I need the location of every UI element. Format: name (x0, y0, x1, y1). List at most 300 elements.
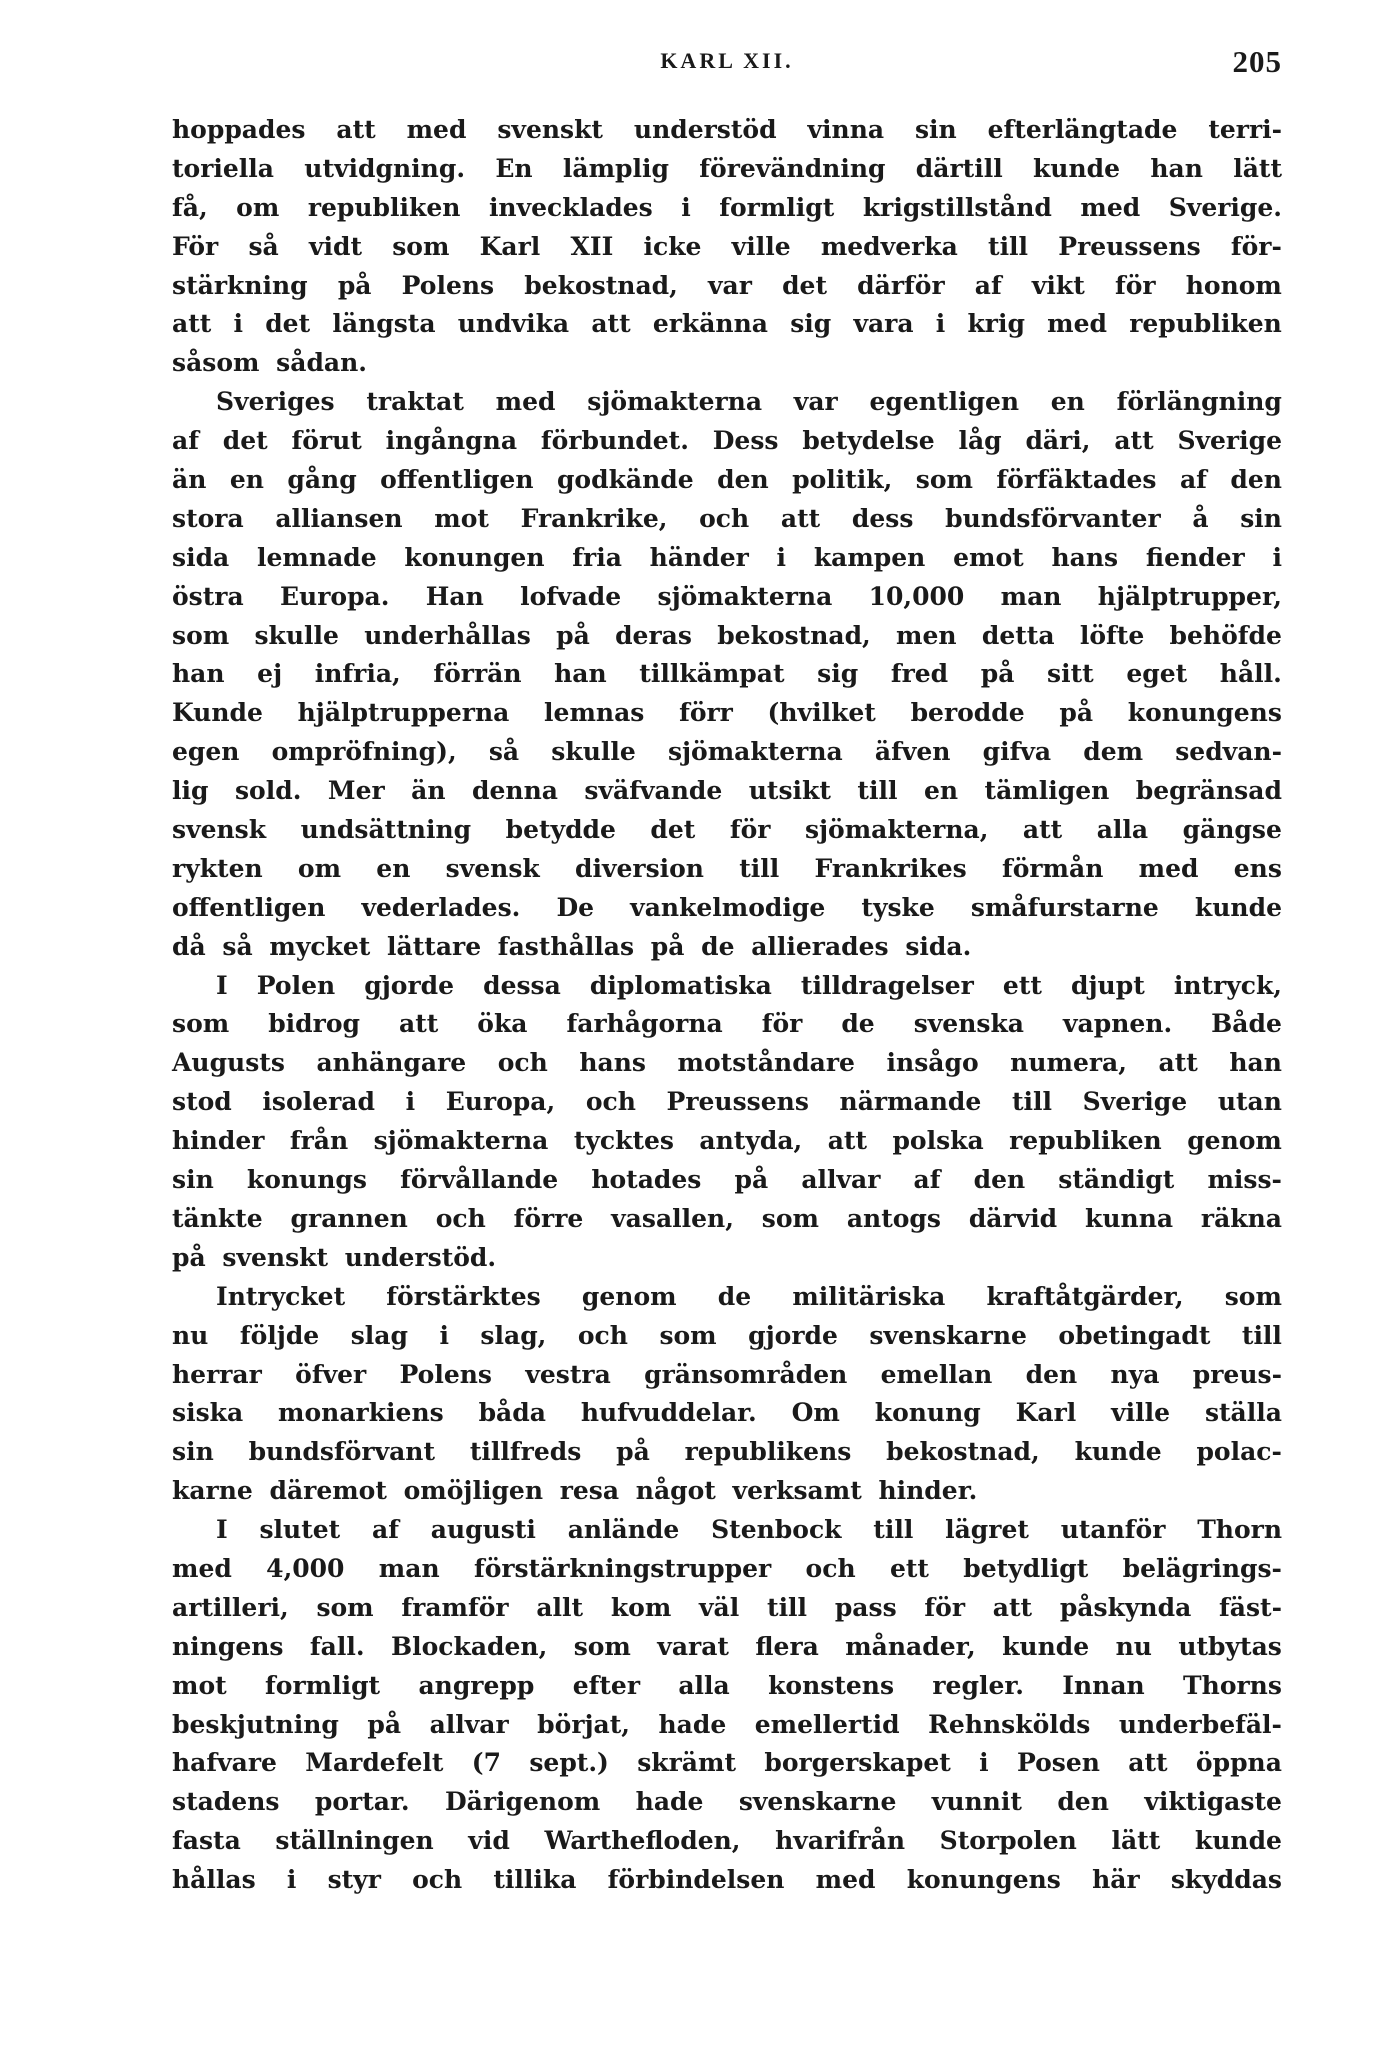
word: terri- (1208, 115, 1282, 144)
text-line (172, 811, 1282, 850)
word: insågo (886, 1048, 979, 1078)
word: emellertid (754, 1709, 900, 1739)
word: därtill (915, 153, 1003, 183)
word: antyda, (699, 1126, 803, 1156)
word: utbytas (1178, 1631, 1282, 1661)
word: sin (172, 1165, 214, 1195)
word: 4,000 (266, 1553, 345, 1583)
word: lämplig (562, 153, 669, 183)
word: grannen (290, 1203, 408, 1233)
word: sin (1240, 503, 1282, 533)
word: hafvare (172, 1748, 277, 1778)
word: kunde (1194, 1826, 1282, 1856)
text-line (172, 889, 1282, 928)
word: Sverige (1082, 1087, 1188, 1117)
word: ville (1111, 1398, 1171, 1428)
word: så (248, 231, 279, 261)
word: han (554, 659, 607, 689)
text-line (172, 850, 1282, 889)
text-line (172, 694, 1282, 733)
word: öfver (295, 1359, 367, 1389)
word: behöfde (1169, 620, 1282, 650)
word: Om (791, 1398, 840, 1428)
word: af (974, 270, 1002, 300)
word: det (782, 270, 828, 300)
word: hoppades (172, 115, 306, 144)
word: Sveriges (216, 387, 335, 417)
word: bekostnad, (524, 270, 678, 300)
word: Karl (479, 231, 541, 261)
word: fiender (1145, 542, 1245, 572)
word: förlängning (1116, 387, 1282, 417)
word: väl (699, 1592, 740, 1622)
word: Sverige. (1168, 192, 1282, 222)
word: man (1000, 581, 1062, 611)
word: Preussens (1058, 231, 1201, 261)
word: detta (981, 620, 1055, 650)
word: för (924, 1592, 966, 1622)
word: Kunde (172, 698, 263, 728)
word: republiken (1009, 1126, 1162, 1156)
word: formligt (265, 1670, 381, 1700)
text-line (172, 422, 1282, 461)
word: som (573, 1631, 631, 1661)
word: gängse (1182, 815, 1282, 845)
word: hvarifrån (775, 1826, 905, 1856)
word: deras (615, 620, 692, 650)
word: med (495, 387, 556, 417)
word: kunde (1194, 892, 1282, 922)
text-line (172, 1628, 1282, 1667)
word: stadens (172, 1787, 280, 1817)
word: med (172, 1553, 232, 1583)
word: mot (434, 503, 489, 533)
word: på (337, 270, 372, 300)
word: betydligt (963, 1553, 1089, 1583)
word: närmande (839, 1087, 982, 1117)
word: håll. (1219, 659, 1282, 689)
word: augusti (430, 1515, 536, 1545)
word: till (767, 1592, 808, 1622)
word: och (497, 1048, 548, 1078)
word: konungens (1127, 698, 1282, 728)
word: sida (172, 542, 230, 572)
word: De (556, 892, 595, 922)
word: portar. (314, 1787, 410, 1817)
word: gång (287, 465, 357, 495)
word: svenskarne (869, 1320, 1027, 1350)
word: hjälptrupper, (1097, 581, 1282, 611)
word: kom (610, 1592, 672, 1622)
word: att (1114, 426, 1154, 456)
word: förmån (1001, 853, 1104, 883)
word: republikens (684, 1437, 852, 1467)
word: med (406, 115, 467, 144)
text-line (172, 461, 1282, 500)
word: Storpolen (939, 1826, 1077, 1856)
word: ständigt (1058, 1165, 1175, 1195)
word: börjat, (537, 1709, 630, 1739)
word: man (378, 1553, 440, 1583)
word: om (236, 192, 280, 222)
word: offentligen (380, 465, 534, 495)
word: och (577, 1320, 628, 1350)
word: han (1150, 153, 1203, 183)
word: här (1092, 1865, 1140, 1895)
word: svenskt (497, 115, 603, 144)
word: och (805, 1553, 856, 1583)
word: angrepp (418, 1670, 535, 1700)
word: i (776, 542, 787, 572)
word: förstärktes (386, 1281, 541, 1311)
word: allvar (801, 1165, 881, 1195)
word: sedvan- (1175, 737, 1282, 767)
word: berodde (910, 698, 1025, 728)
word: antogs (846, 1203, 941, 1233)
word: hade (658, 1709, 727, 1739)
word: förre (513, 1203, 584, 1233)
word: undvika (457, 309, 570, 339)
word: Polens (401, 270, 495, 300)
word: af (372, 1515, 399, 1545)
word: till (857, 776, 898, 806)
word: svensk (172, 815, 267, 845)
word: underhållas (364, 620, 531, 650)
word: hufvuddelar. (580, 1398, 757, 1428)
text-line (172, 1005, 1282, 1044)
word: allt (536, 1592, 584, 1622)
word: fred (890, 659, 949, 689)
text-line (172, 305, 1282, 344)
word: i (979, 1748, 989, 1778)
word: skyddas (1170, 1865, 1282, 1895)
word: miss- (1207, 1165, 1282, 1195)
word: gränsområden (644, 1359, 848, 1389)
text-line (172, 189, 1282, 228)
word: att (1158, 1048, 1198, 1078)
word: vidt (308, 231, 363, 261)
text-line (172, 1511, 1282, 1550)
text-line: då så mycket lättare fasthållas på de allierades sida. (172, 931, 972, 961)
word: stora (172, 503, 244, 533)
word: lägret (945, 1515, 1029, 1545)
word: infria, (314, 659, 401, 689)
word: lemnas (544, 698, 645, 728)
word: I (216, 970, 228, 1000)
word: på (734, 1165, 769, 1195)
word: beskjutning (172, 1709, 339, 1739)
word: förrän (433, 659, 522, 689)
word: herrar (172, 1359, 262, 1389)
word: offentligen (172, 892, 326, 922)
word: stärkning (172, 270, 308, 300)
word: med (1047, 309, 1107, 339)
word: ens (1233, 853, 1282, 883)
word: i (681, 192, 691, 222)
word: understöd (633, 115, 777, 144)
word: till (1241, 1320, 1282, 1350)
word: händer (649, 542, 749, 572)
word: på (556, 620, 590, 650)
text-line (172, 1822, 1282, 1861)
word: egentligen (869, 387, 1020, 417)
page-number: 205 (1232, 44, 1282, 79)
word: konungen (404, 542, 545, 572)
text-line (172, 1433, 1282, 1472)
word: sold. (234, 776, 302, 806)
word: medverka (820, 231, 958, 261)
text-line (172, 1706, 1282, 1745)
word: med (1080, 192, 1141, 222)
word: För (172, 231, 219, 261)
word: underbefäl- (1118, 1709, 1282, 1739)
word: alla (678, 1670, 730, 1700)
word: att (336, 115, 376, 144)
text-line (172, 150, 1282, 189)
word: att (780, 503, 821, 533)
word: så (488, 737, 520, 767)
word: slag, (480, 1320, 547, 1350)
word: godkände (556, 465, 694, 495)
word: lemnade (257, 542, 377, 572)
word: att (399, 1009, 439, 1039)
word: han (172, 659, 225, 689)
word: Blockaden, (390, 1631, 548, 1661)
word: diversion (574, 853, 704, 883)
word: i (439, 1320, 449, 1350)
word: vid (468, 1826, 510, 1856)
word: hans (1051, 542, 1119, 572)
word: republiken (1129, 309, 1282, 339)
word: att (1128, 1748, 1168, 1778)
word: hotades (591, 1165, 702, 1195)
word: ej (257, 659, 283, 689)
running-head (172, 44, 1282, 84)
word: var (793, 387, 838, 417)
word: och (412, 1865, 463, 1895)
word: sept.) (529, 1748, 609, 1778)
word: de (841, 1009, 875, 1039)
text-line (172, 1394, 1282, 1433)
word: för (761, 1009, 803, 1039)
word: Både (1211, 1009, 1282, 1039)
word: öka (477, 1009, 528, 1039)
word: egen (172, 737, 240, 767)
word: efterlängtade (987, 115, 1178, 144)
word: pass (834, 1592, 897, 1622)
word: sväfvande (584, 776, 723, 806)
word: svensk (445, 853, 540, 883)
text-line (172, 1667, 1282, 1706)
word: med (1138, 853, 1199, 883)
text-line: såsom sådan. (172, 348, 368, 378)
word: förbindelsen (607, 1865, 785, 1895)
text-line (172, 111, 1282, 150)
word: båda (478, 1398, 546, 1428)
text-line (172, 1161, 1282, 1200)
word: svenskarne (738, 1787, 897, 1817)
word: sjömakterna (373, 1126, 549, 1156)
word: Dess (712, 426, 779, 456)
word: borgerskapet (764, 1748, 951, 1778)
word: om (297, 853, 342, 883)
word: dessa (483, 970, 561, 1000)
word: det (222, 426, 268, 456)
word: hade (635, 1787, 704, 1817)
word: kunde (1002, 1631, 1090, 1661)
word: mot (172, 1670, 227, 1700)
word: politik, (792, 465, 893, 495)
word: Polen (256, 970, 336, 1000)
word: kraftåtgärder, (986, 1281, 1184, 1311)
word: Mer (327, 776, 385, 806)
word: rykten (172, 853, 263, 883)
word: den (717, 465, 769, 495)
word: eget (1126, 659, 1188, 689)
text-line (172, 1200, 1282, 1239)
word: lig (172, 776, 209, 806)
running-title: KARL XII. (660, 48, 794, 73)
word: af (172, 426, 199, 456)
word: förfäktades (996, 465, 1157, 495)
word: men (896, 620, 957, 650)
word: tilldragelser (800, 970, 974, 1000)
word: ville (731, 231, 791, 261)
word: på (367, 1709, 402, 1739)
word: till (739, 853, 780, 883)
word: krigstillstånd (862, 192, 1052, 222)
word: ingångna (385, 426, 518, 456)
word: artilleri, (172, 1592, 289, 1622)
word: som (172, 1009, 230, 1039)
word: sin (172, 1437, 214, 1467)
text-line (172, 1744, 1282, 1783)
word: intryck, (1173, 970, 1282, 1000)
word: diplomatiska (589, 970, 772, 1000)
word: som (392, 231, 450, 261)
word: han (1229, 1048, 1282, 1078)
word: äfven (874, 737, 951, 767)
word: från (289, 1126, 349, 1156)
text-line (172, 1044, 1282, 1083)
word: styr (327, 1865, 381, 1895)
word: bekostnad, (886, 1437, 1040, 1467)
word: erkänna (652, 309, 768, 339)
word: de (717, 1281, 752, 1311)
text-line (172, 1550, 1282, 1589)
word: hinder (172, 1126, 265, 1156)
word: en (1050, 387, 1085, 417)
word: anhängare (316, 1048, 467, 1078)
word: konstens (768, 1670, 895, 1700)
text-line (172, 1861, 1282, 1900)
word: kunde (1074, 1437, 1162, 1467)
word: flera (755, 1631, 819, 1661)
word: vederlades. (361, 892, 521, 922)
word: hjälptrupperna (297, 698, 510, 728)
word: ställa (1204, 1398, 1282, 1428)
word: å (1192, 503, 1209, 533)
word: och (699, 503, 750, 533)
word: fäst- (1219, 1592, 1282, 1622)
word: få, (172, 192, 208, 222)
word: utan (1217, 1087, 1282, 1117)
word: sig (790, 309, 832, 339)
word: förr (679, 698, 733, 728)
word: undsättning (300, 815, 472, 845)
word: motståndare (677, 1048, 855, 1078)
word: lofvade (520, 581, 622, 611)
word: I (216, 1515, 228, 1545)
word: till (988, 231, 1029, 261)
word: med (815, 1865, 876, 1895)
word: af (1179, 465, 1207, 495)
word: och (585, 1087, 636, 1117)
text-line (172, 967, 1282, 1006)
word: ett (1002, 970, 1042, 1000)
word: kunde (1032, 153, 1121, 183)
word: som (659, 1320, 717, 1350)
word: polska (892, 1126, 984, 1156)
word: dess (851, 503, 914, 533)
word: att (1022, 815, 1063, 845)
text-line (172, 1356, 1282, 1395)
word: genom (1187, 1126, 1282, 1156)
word: därför (857, 270, 945, 300)
word: kunna (1085, 1203, 1174, 1233)
word: kampen (813, 542, 926, 572)
word: i (405, 1087, 416, 1117)
word: i (233, 309, 243, 339)
word: stod (172, 1087, 232, 1117)
text-line (172, 500, 1282, 539)
word: för- (1230, 231, 1282, 261)
word: fall. (309, 1631, 365, 1661)
word: följde (239, 1320, 320, 1350)
word: den (1025, 1359, 1078, 1389)
word: ställningen (275, 1826, 434, 1856)
word: betydelse (802, 426, 935, 456)
word: fasta (172, 1826, 241, 1856)
word: belägrings- (1122, 1553, 1282, 1583)
word: Han (425, 581, 484, 611)
word: vinna (807, 115, 885, 144)
word: månader, (845, 1631, 976, 1661)
word: den (1230, 465, 1282, 495)
word: sjömakterna, (804, 815, 989, 845)
word: vestra (525, 1359, 611, 1389)
word: Mardefelt (305, 1748, 444, 1778)
text-line (172, 1589, 1282, 1628)
word: traktat (366, 387, 464, 417)
word: förut (291, 426, 362, 456)
text-line: karne däremot omöjligen resa något verksamt hinder. (172, 1476, 978, 1506)
word: allvar (429, 1709, 509, 1739)
word: Frankrike, (520, 503, 668, 533)
word: varat (657, 1631, 729, 1661)
word: Augusts (172, 1048, 285, 1078)
word: af (913, 1165, 941, 1195)
text-line (172, 228, 1282, 267)
word: krig (967, 309, 1025, 339)
word: än (411, 776, 446, 806)
word: förvållande (400, 1165, 559, 1195)
word: gjorde (748, 1320, 838, 1350)
word: regler. (932, 1670, 1024, 1700)
word: vankelmodige (630, 892, 826, 922)
word: dem (1083, 737, 1144, 767)
word: vara (853, 309, 914, 339)
